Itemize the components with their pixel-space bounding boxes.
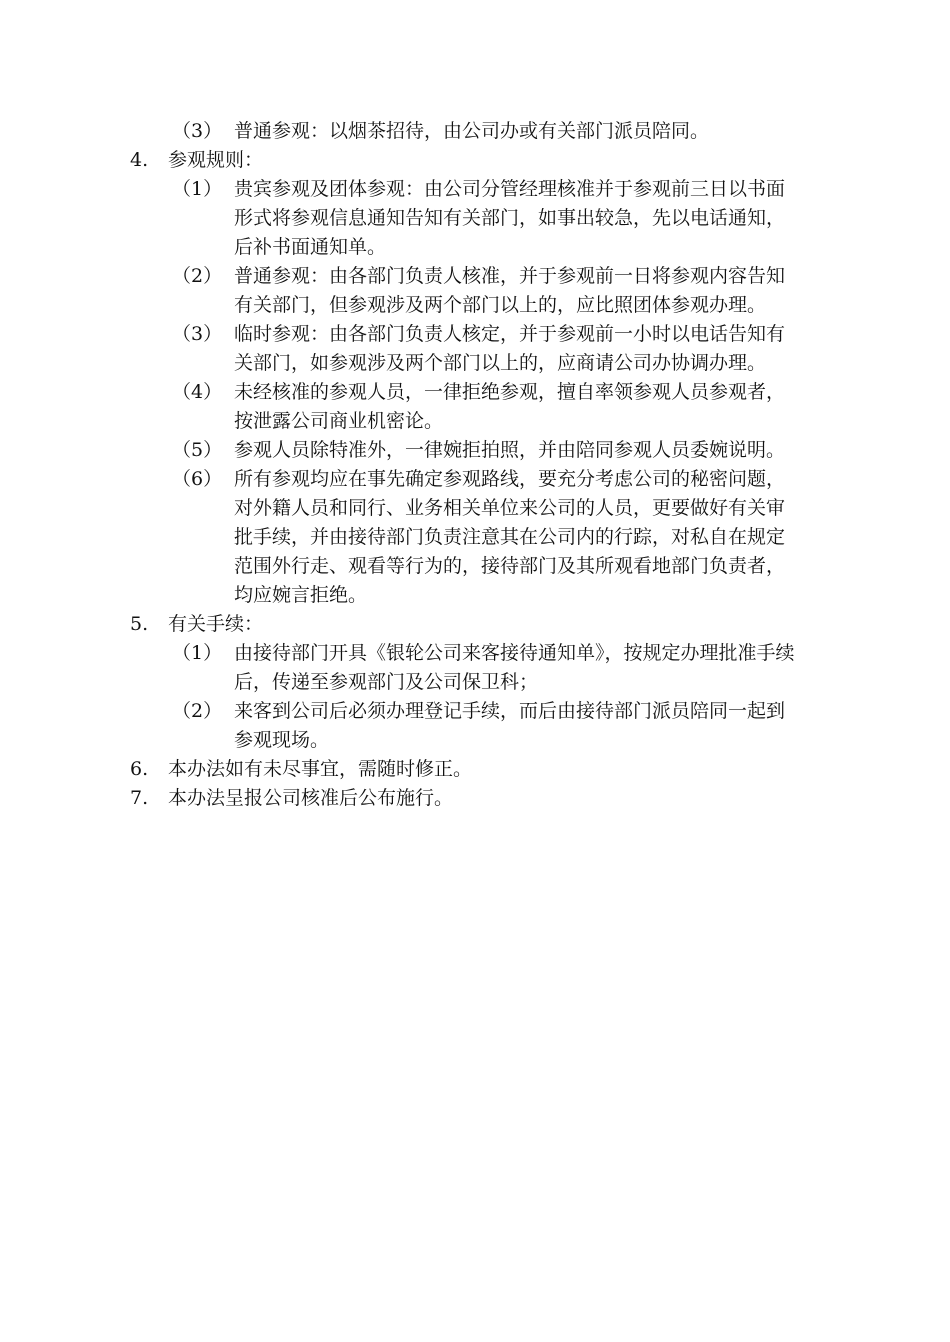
- section-number: 7.: [130, 787, 149, 809]
- sub-item-number: （5）: [172, 439, 223, 461]
- sub-item-text: 临时参观：由各部门负责人核定，并于参观前一小时以电话告知有: [234, 323, 786, 345]
- sub-item-number: （2）: [172, 265, 223, 287]
- section-number: 4.: [130, 149, 149, 171]
- section-title: 有关手续：: [168, 613, 264, 635]
- sub-item-text: 有关部门，但参观涉及两个部门以上的，应比照团体参观办理。: [234, 294, 767, 316]
- section-title: 参观规则：: [168, 149, 264, 171]
- sub-item-number: （1）: [172, 178, 223, 200]
- sub-item-text: 对外籍人员和同行、业务相关单位来公司的人员，更要做好有关审: [234, 497, 786, 519]
- section-title: 本办法如有未尽事宜，需随时修正。: [168, 758, 473, 780]
- sub-item-text: 按泄露公司商业机密论。: [234, 410, 444, 432]
- sub-item-text: 由接待部门开具《银轮公司来客接待通知单》，按规定办理批准手续: [234, 642, 795, 664]
- sub-item-text: 参观现场。: [234, 729, 330, 751]
- sub-item-text: 形式将参观信息通知告知有关部门，如事出较急，先以电话通知，: [234, 207, 786, 229]
- sub-item-number: （6）: [172, 468, 223, 490]
- sub-item-text: 批手续，并由接待部门负责注意其在公司内的行踪，对私自在规定: [234, 526, 786, 548]
- sub-item-text: 后补书面通知单。: [234, 236, 387, 258]
- sub-item-text: 关部门，如参观涉及两个部门以上的，应商请公司办协调办理。: [234, 352, 767, 374]
- sub-item-number: （3）: [172, 120, 223, 142]
- section-title: 本办法呈报公司核准后公布施行。: [168, 787, 454, 809]
- sub-item-number: （1）: [172, 642, 223, 664]
- sub-item-text: 未经核准的参观人员，一律拒绝参观，擅自率领参观人员参观者，: [234, 381, 786, 403]
- sub-item-number: （3）: [172, 323, 223, 345]
- sub-item-text: 贵宾参观及团体参观：由公司分管经理核准并于参观前三日以书面: [234, 178, 786, 200]
- sub-item-text: 普通参观：由各部门负责人核准，并于参观前一日将参观内容告知: [234, 265, 786, 287]
- sub-item-number: （4）: [172, 381, 223, 403]
- sub-item-text: 后，传递至参观部门及公司保卫科；: [234, 671, 539, 693]
- sub-item-text: 来客到公司后必须办理登记手续，而后由接待部门派员陪同一起到: [234, 700, 786, 722]
- sub-item-text: 范围外行走、观看等行为的，接待部门及其所观看地部门负责者，: [234, 555, 786, 577]
- sub-item-text: 所有参观均应在事先确定参观路线，要充分考虑公司的秘密问题，: [234, 468, 786, 490]
- sub-item-text: 普通参观：以烟茶招待，由公司办或有关部门派员陪同。: [234, 120, 710, 142]
- sub-item-text: 均应婉言拒绝。: [234, 584, 368, 606]
- section-number: 6.: [130, 758, 149, 780]
- sub-item-text: 参观人员除特准外，一律婉拒拍照，并由陪同参观人员委婉说明。: [234, 439, 786, 461]
- section-number: 5.: [130, 613, 149, 635]
- sub-item-number: （2）: [172, 700, 223, 722]
